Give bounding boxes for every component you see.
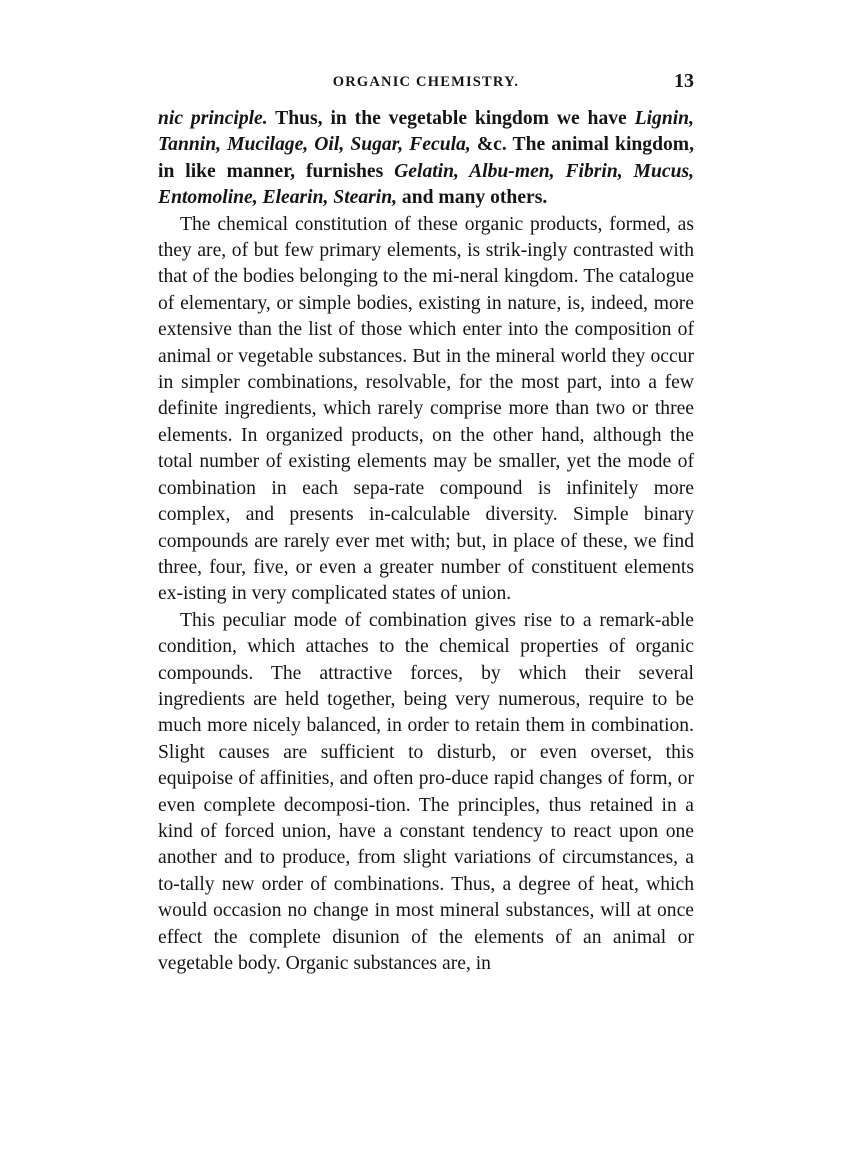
italic-term-run: nic principle. xyxy=(158,108,268,129)
italic-term-run: Lignin, Tannin, Mucilage, Oil, Sugar, Fecula, xyxy=(158,108,694,156)
paragraph: The chemical constitution of these organic products, formed, as they are, of but few primary elements, is strik-ingly contrasted with that of the bodies belonging to the mi-neral kingdom. The catalogue of elementary, or simple bodies, existing in nature, is, indeed, more extensive than the list of those which enter into the composition of animal or vegetable substances. But in the mineral world they occur in simpler combinations, resolvable, for the most part, into a few definite ingredients, which rarely comprise more than two or three elements. In organized products, on the other hand, although the total number of existing elements may be smaller, yet the mode of combination in each sepa-rate compound is infinitely more complex, and presents in-calculable diversity. Simple binary compounds are rarely ever met with; but, in place of these, we find three, four, five, or even a greater number of constituent elements ex-isting in very complicated states of union. xyxy=(158,213,694,605)
text-run: and many others. xyxy=(397,187,548,209)
running-head xyxy=(158,68,694,98)
body-text xyxy=(158,106,694,977)
paragraph-continuation xyxy=(158,106,694,212)
running-title: ORGANIC CHEMISTRY. xyxy=(332,74,520,90)
italic-term-run: Gelatin, Albu-men, Fibrin, Mucus, Entomoline, Elearin, Stearin, xyxy=(158,160,694,209)
paragraph: This peculiar mode of combination gives rise to a remark-able condition, which attaches to the chemical properties of organic compounds. The attractive forces, by which their several ingredients are held together, being very numerous, require to be much more nicely balanced, in order to retain them in combination. Slight causes are sufficient to disturb, or even overset, this equipoise of affinities, and often pro-duce rapid changes of form, or even complete decomposi-tion. The principles, thus retained in a kind of forced union, have a constant tendency to react upon one another and to produce, from slight variations of circumstances, a to-tally new order of combinations. Thus, a degree of heat, which would occasion no change in most mineral substances, will at once effect the complete disunion of the elements of an animal or vegetable body. Organic substances are, in xyxy=(158,609,694,974)
page-number: 13 xyxy=(674,70,694,92)
text-run: &c. The animal kingdom, in like manner, furnishes xyxy=(158,134,695,182)
text-run: Thus, in the vegetable kingdom we have xyxy=(267,108,635,129)
book-page xyxy=(158,68,694,977)
